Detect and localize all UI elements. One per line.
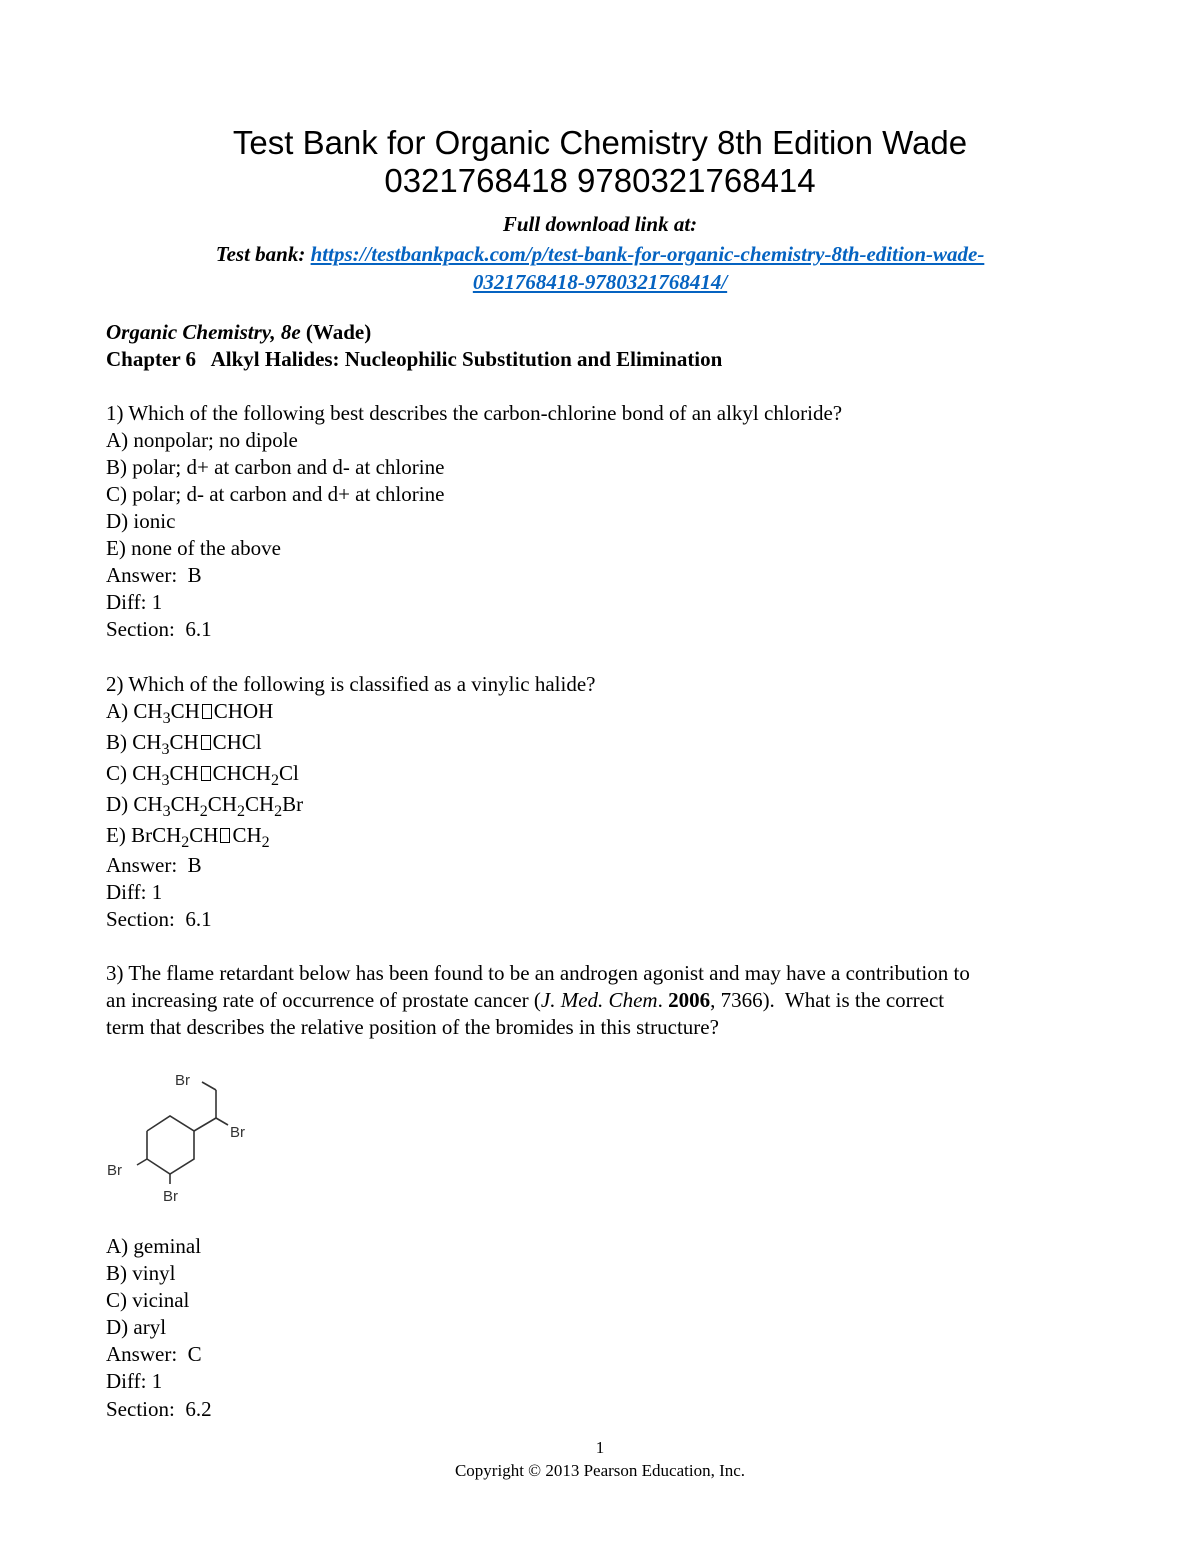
br-label-right: Br [230,1124,245,1141]
q3-section: Section: 6.2 [106,1397,212,1421]
q2-option-a: A) $CH_3CH$ CHOH [106,699,274,727]
book-title: Organic Chemistry, 8e [106,320,301,344]
testbank-link-row2 [0,268,1200,296]
br-label-top: Br [175,1072,190,1089]
page-number: 1 [595,1438,605,1457]
q3-question-line3: term that describes the relative position of the bromides in this structure? [106,1015,719,1039]
copyright-notice: Copyright © 2013 Pearson Education, Inc. [454,1461,746,1480]
tetrabromo-structure [100,1062,270,1212]
missing-glyph-box [220,828,230,843]
q2-option-b: B) $CH_3CH$ CHCl [106,730,262,758]
q1-option-a: A) nonpolar; no dipole [106,428,298,452]
structure-bonds [137,1082,228,1184]
download-link-part2[interactable]: 0321768418-9780321768414/ [472,270,728,294]
cyclohexane-ring [147,1116,194,1174]
journal-year: 2006 [668,988,711,1012]
q1-diff: Diff: 1 [106,590,163,614]
q3-option-d: D) aryl [106,1315,167,1339]
missing-glyph-box [202,704,212,719]
q1-option-b: B) polar; d+ at carbon and d- at chlorine [106,455,445,479]
br-label-bottom: Br [163,1188,178,1205]
missing-glyph-box [201,735,211,750]
document-title-line1: Test Bank for Organic Chemistry 8th Edition Wade [232,124,968,161]
testbank-label: Test bank: [215,242,306,266]
q2-option-d: D) $CH_3CH_2CH_2CH_2Br$ [106,792,304,820]
q2-diff: Diff: 1 [106,880,163,904]
q3-question-line2: an increasing rate of occurrence of prostate cancer (J. Med. Chem. 2006, 7366). What is the correct [106,988,945,1012]
download-label: Full download link at: [502,212,698,236]
q3-option-c: C) vicinal [106,1288,190,1312]
q1-option-e: E) none of the above [106,536,281,560]
q1-option-c: C) polar; d- at carbon and d+ at chlorine [106,482,445,506]
download-link-part1[interactable]: https://testbankpack.com/p/test-bank-for-organic-chemistry-8th-edition-wade- [310,242,985,266]
missing-glyph-box [201,766,211,781]
q1-answer: Answer: B [106,563,202,587]
book-title-row [106,319,371,346]
q1-option-d: D) ionic [106,509,176,533]
q1-section: Section: 6.1 [106,617,212,641]
testbank-link-row [0,240,1200,268]
document-title-line2: 0321768418 9780321768414 [384,162,816,199]
q3-option-b: B) vinyl [106,1261,176,1285]
q2-question: 2) Which of the following is classified as a vinylic halide? [106,672,596,696]
journal-name: J. Med. Chem [540,988,658,1012]
q2-option-e: E) BrCH$_2$CH $CH_2$ [106,823,270,851]
book-author: (Wade) [305,320,372,344]
q3-diff: Diff: 1 [106,1369,163,1393]
q2-option-c: C) $CH_3CH$ $CHCH_2Cl$ [106,761,299,789]
q2-section: Section: 6.1 [106,907,212,931]
q1-question: 1) Which of the following best describes the carbon-chlorine bond of an alkyl chloride? [106,401,843,425]
chapter-heading: Chapter 6 Alkyl Halides: Nucleophilic Substitution and Elimination [106,347,723,371]
q2-answer: Answer: B [106,853,202,877]
q3-question-line1: 3) The flame retardant below has been found to be an androgen agonist and may have a contribution to [106,961,970,985]
br-label-left: Br [107,1162,122,1179]
q3-option-a: A) geminal [106,1234,202,1258]
q3-answer: Answer: C [106,1342,202,1366]
